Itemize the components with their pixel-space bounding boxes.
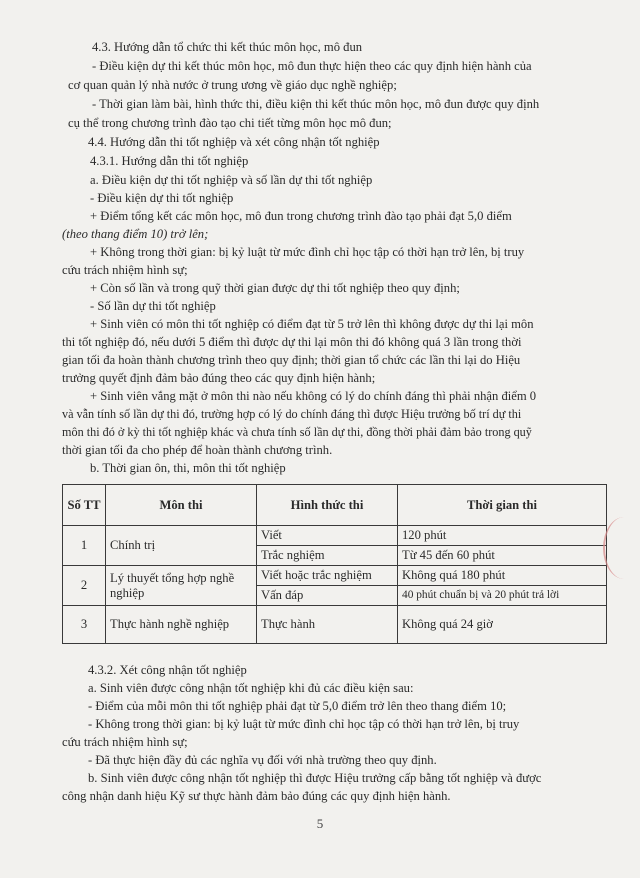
row-thoi-gian: Không quá 24 giờ [398,606,607,644]
paragraph-line: a. Sinh viên được công nhận tốt nghiệp khi đủ các điều kiện sau: [88,681,414,695]
paragraph-line: môn thi đó ở kỳ thi tốt nghiệp khác và chưa tính số lần dự thi, đồng thời phải đảm bảo trong quỹ [62,425,532,439]
page-number: 5 [316,816,324,831]
header-mon-thi: Môn thi [106,485,257,526]
paragraph-line: + Sinh viên có môn thi tốt nghiệp có điểm đạt từ 5 trở lên thì không được dự thi lại môn [90,317,534,331]
paragraph-line: - Đã thực hiện đầy đủ các nghĩa vụ đối với nhà trường theo quy định. [88,753,437,767]
paragraph-line: thời gian tối đa cho phép để hoàn thành chương trình. [62,443,333,457]
paragraph-line: cơ quan quản lý nhà nước ở trung ương về giáo dục nghề nghiệp; [68,78,397,92]
row-stt: 1 [63,526,106,566]
table-row [63,526,607,546]
paragraph-line: cứu trách nhiệm hình sự; [62,735,188,749]
table-header-row [63,485,607,526]
heading-4-3-2: 4.3.2. Xét công nhận tốt nghiệp [88,663,247,677]
paragraph-line: và vẫn tính số lần dự thi đó, trường hợp có lý do chính đáng thì được Hiệu trưởng bố trí dự thi [62,407,522,421]
paragraph-line: - Thời gian làm bài, hình thức thi, điều kiện thi kết thúc môn học, mô đun được quy định [92,97,540,111]
paragraph-line: - Điều kiện dự thi kết thúc môn học, mô đun thực hiện theo các quy định hiện hành của [92,59,532,73]
row-mon-thi: Lý thuyết tổng hợp nghề nghiệp [106,566,257,606]
paragraph-line: cứu trách nhiệm hình sự; [62,263,188,277]
row-thoi-gian: 40 phút chuẩn bị và 20 phút trả lời [398,586,607,606]
paragraph-line: (theo thang điểm 10) trở lên; [62,227,209,241]
paragraph-line: - Điểm của mỗi môn thi tốt nghiệp phải đạt từ 5,0 điểm trở lên theo thang điểm 10; [88,699,507,713]
row-hinh-thuc: Viết hoặc trắc nghiệm [257,566,398,586]
paragraph-line: a. Điều kiện dự thi tốt nghiệp và số lần dự thi tốt nghiệp [90,173,373,187]
row-stt: 3 [63,606,106,644]
paragraph-line: gian tối đa hoàn thành chương trình theo quy định; thời gian tổ chức các lần thi lại do Hiệu [62,353,521,367]
heading-4-3-1: 4.3.1. Hướng dẫn thi tốt nghiệp [90,154,249,168]
paragraph-line: cụ thể trong chương trình đào tạo chi tiết từng môn học mô đun; [68,116,392,130]
row-mon-thi: Thực hành nghề nghiệp [106,606,257,644]
exam-table [62,484,607,644]
paragraph-line: thi tốt nghiệp đó, nếu dưới 5 điểm thì được dự thi lại môn thi đó không quá 3 lần trong thời [62,335,522,349]
red-mark [603,517,640,579]
row-mon-thi: Chính trị [106,526,257,566]
header-hinh-thuc: Hình thức thi [257,485,398,526]
row-thoi-gian: 120 phút [398,526,607,546]
row-hinh-thuc: Trắc nghiệm [257,546,398,566]
paragraph-line: + Sinh viên vắng mặt ở môn thi nào nếu không có lý do chính đáng thì phải nhận điểm 0 [90,389,537,403]
heading-4-4: 4.4. Hướng dẫn thi tốt nghiệp và xét công nhận tốt nghiệp [88,135,380,149]
table-row [63,606,607,644]
header-thoi-gian: Thời gian thi [398,485,607,526]
row-hinh-thuc: Viết [257,526,398,546]
paragraph-line: b. Sinh viên được công nhận tốt nghiệp thì được Hiệu trưởng cấp bằng tốt nghiệp và được [88,771,542,785]
paragraph-line: - Điều kiện dự thi tốt nghiệp [90,191,234,205]
table-row [63,566,607,586]
paragraph-line: - Số lần dự thi tốt nghiệp [90,299,216,313]
row-hinh-thuc: Thực hành [257,606,398,644]
row-hinh-thuc: Vấn đáp [257,586,398,606]
paragraph-line: trưởng quyết định đảm bảo đúng theo các quy định hiện hành; [62,371,376,385]
header-stt: Số TT [63,485,106,526]
row-stt: 2 [63,566,106,606]
row-thoi-gian: Từ 45 đến 60 phút [398,546,607,566]
row-thoi-gian: Không quá 180 phút [398,566,607,586]
paragraph-line: công nhận danh hiệu Kỹ sư thực hành đảm bảo đúng các quy định hiện hành. [62,789,451,803]
paragraph-line: + Còn số lần và trong quỹ thời gian được dự thi tốt nghiệp theo quy định; [90,281,460,295]
heading-4-3: 4.3. Hướng dẫn tổ chức thi kết thúc môn học, mô đun [92,40,363,54]
paragraph-line: b. Thời gian ôn, thi, môn thi tốt nghiệp [90,461,286,475]
paragraph-line: + Không trong thời gian: bị kỷ luật từ mức đình chỉ học tập có thời hạn trở lên, bị truy [90,245,525,259]
paragraph-line: + Điểm tổng kết các môn học, mô đun trong chương trình đào tạo phải đạt 5,0 điểm [90,209,512,223]
paragraph-line: - Không trong thời gian: bị kỷ luật từ mức đình chỉ học tập có thời hạn trở lên, bị truy [88,717,520,731]
